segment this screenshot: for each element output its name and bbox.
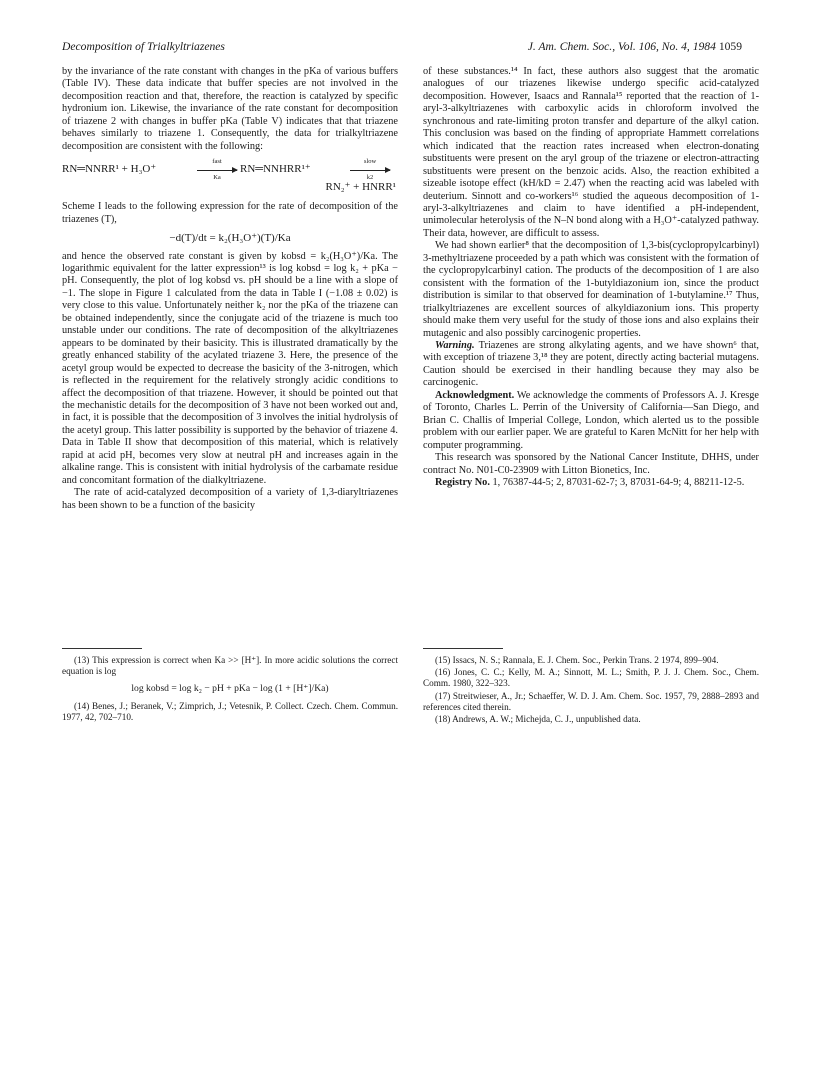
acknowledgment-text: We acknowledge the comments of Professors A. J. Kresge of Toronto, Charles L. Perrin of the University of California—San Diego, and Brian C. Challis of Imperial College, London, which alerted us to the possible problem with our earlier paper. We are grateful to Karen McNitt for her help with computer programming. <box>423 389 760 451</box>
paragraph: The rate of acid-catalyzed decomposition of a variety of 1,3-diaryltriazenes has been shown to be a function of the basicity <box>62 487 398 511</box>
warning-text: Triazenes are strong alkylating agents, and we have shown⁶ that, with exception of triazene 3,¹⁸ they are potent, directly acting bacterial mutagens. Caution should be exercised in their handling because they may also be carcinogenic. <box>423 339 760 389</box>
footnote-divider <box>62 648 142 649</box>
intermediate: RN═NNHRR¹⁺ <box>240 163 311 176</box>
arrow-line <box>350 170 390 171</box>
arrow-label-bottom: k2 <box>366 173 374 181</box>
warning-label: Warning. <box>435 339 475 351</box>
funding-paragraph: This research was sponsored by the National Cancer Institute, DHHS, under contract No. N01-C0-23909 with Litton Bionetics, Inc. <box>423 452 759 476</box>
paragraph: by the invariance of the rate constant with changes in the pKa of various buffers (Table IV). These data indicate that buffer species are not involved in the decomposition reaction and that, therefore, the reaction is catalyzed by specific hydronium ion. Likewise, the invariance of the rate constant for decomposition of triazene 2 with changes in buffer pKa (Table V) indicates that that triazene behaves similarly to triazene 1. Consequently, the data for trialkyltriazene decomposition are consistent with the following: <box>62 66 398 152</box>
footnote-16: (16) Jones, C. C.; Kelly, M. A.; Sinnott, M. L.; Smith, P. J. J. Chem. Soc., Chem. Comm. 1980, 322–323. <box>423 667 759 689</box>
acknowledgment-label: Acknowledgment. <box>435 389 515 401</box>
arrow-line <box>197 170 237 171</box>
footnote-13: (13) This expression is correct when Ka >> [H⁺]. In more acidic solutions the correct equation is log <box>62 655 398 677</box>
running-title: Decomposition of Trialkyltriazenes <box>62 40 225 53</box>
journal-citation <box>528 40 742 53</box>
products: RN₂⁺ + HNRR¹ <box>325 181 396 194</box>
registry-label: Registry No. <box>435 476 490 488</box>
reactant: RN═NNRR¹ + H₃O⁺ <box>62 163 157 176</box>
acknowledgment-paragraph <box>423 390 759 452</box>
registry-paragraph <box>423 477 759 489</box>
registry-numbers: 1, 76387-44-5; 2, 87031-62-7; 3, 87031-64-9; 4, 88211-12-5. <box>492 476 745 488</box>
right-column <box>423 66 759 489</box>
journal-name: J. Am. Chem. Soc., Vol. 106, No. 4, 1984 <box>527 40 716 53</box>
reaction-arrow-1 <box>197 156 237 184</box>
arrow-label-top: fast <box>212 158 222 166</box>
reaction-scheme <box>62 158 398 195</box>
paragraph: Scheme I leads to the following expression for the rate of decomposition of the triazenes (T), <box>62 201 398 225</box>
rate-equation: −d(T)/dt = k₂(H₃O⁺)(T)/Ka <box>169 232 291 245</box>
paragraph: We had shown earlier⁸ that the decomposition of 1,3-bis(cyclopropylcarbinyl) 3-methyltriazene proceeded by a path which was consistent with the formation of the cyclopropylcarbinyl cation. The products of the decomposition of 1 are also consistent with the formation of the 1-butyldiazonium ion, since the product distribution is similar to that observed for deamination of 1-butylamine.¹⁷ Thus, trialkyltriazenes are excellent sources of alkyldiazonium ions. This property should make them very useful for the study of those ions and also explains their mutagenic and also possibly carcinogenic properties. <box>423 240 759 339</box>
footnote-17: (17) Streitwieser, A., Jr.; Schaeffer, W. D. J. Am. Chem. Soc. 1957, 79, 2888–2893 and references cited therein. <box>423 690 759 712</box>
footnotes-right <box>423 655 759 726</box>
paragraph: of these substances.¹⁴ In fact, these authors also suggest that the aromatic analogues of our triazenes likewise undergo specific acid-catalyzed decomposition. However, Isaacs and Rannala¹⁵ reported that the reaction of 1-aryl-3-alkyltriazenes with carboxylic acids in chloroform involved the synchronous and rate-limiting proton transfer and departure of the alkyl cation. This conclusion was based on the finding of appropriate Hammett correlations which indicated that the reaction rates increased when electron-donating substituents were present on the aryl group of the triazene or electron-attracting substituents were present on the benzoic acids. Also, the reaction exhibited a sizeable isotope effect (kH/kD = 2.47) when the reacting acid was labeled with deuterium. Sinnott and co-workers¹⁶ studied the aqueous decomposition of 1-aryl-3-alkyltriazenes and claim to have identified a pH-independent, unimolecular heterolysis of the N–N bond along with a H₃O⁺-catalyzed pathway. Their data, however, are difficult to assess. <box>423 66 759 239</box>
arrow-label-bottom: Ka <box>213 173 221 181</box>
footnote-divider <box>423 648 503 649</box>
paragraph: and hence the observed rate constant is given by kobsd = k₂(H₃O⁺)/Ka. The logarithmic equivalent for the latter expression¹³ is log kobsd = log k₂ + pKa − pH. Consequently, the plot of log kobsd vs. pH should be a line with a slope of −1. The slope in Figure 1 calculated from the data in Table I (−1.08 ± 0.02) is very close to this value. Unfortunately neither k₂ nor the pKa of the triazene can be obtained independently, since the conjugate acid of the triazene is much too unstable under our conditions. The rate of decomposition of the alkyltriazenes appears to be dominated by their basicity. This is illustrated dramatically by the greatly enhanced stability of the acylated triazene 3. Here, the presence of the acetyl group would be expected to decrease the basicity of the 3-nitrogen, which is reflected in the requirement for the relatively strongly acidic conditions to affect the decomposition of that triazene. However, it should be pointed out that the mechanistic details for the decomposition of 3 have not been worked out and, in fact, it is possible that the decomposition of 3 involves the initial hydrolysis of the acetyl group. This latter possibility is supported by the behavior of triazene 4. Data in Table II show that decomposition of this material, which is relatively rapid at acid pH, becomes very slow at neutral pH and increases again in the alkaline range. This is consistent with initial hydrolysis of the carbamate residue and concomitant formation of the dialkyltriazene. <box>62 250 398 486</box>
left-column <box>62 66 398 512</box>
page-number: 1059 <box>718 40 742 53</box>
footnote-equation: log kobsd = log k₂ − pH + pKa − log (1 + [H⁺]/Ka) <box>131 683 329 695</box>
warning-paragraph <box>423 340 759 390</box>
arrow-label-top: slow <box>363 158 377 166</box>
footnote-15: (15) Issacs, N. S.; Rannala, E. J. Chem. Soc., Perkin Trans. 2 1974, 899–904. <box>435 655 719 665</box>
footnote-18: (18) Andrews, A. W.; Michejda, C. J., unpublished data. <box>435 714 641 725</box>
footnotes-left <box>62 655 398 724</box>
running-header <box>62 40 742 56</box>
footnote-14: (14) Benes, J.; Beranek, V.; Zimprich, J.; Vetesnik, P. Collect. Czech. Chem. Commun. 1977, 42, 702–710. <box>62 700 398 722</box>
reaction-arrow-2 <box>350 156 390 184</box>
